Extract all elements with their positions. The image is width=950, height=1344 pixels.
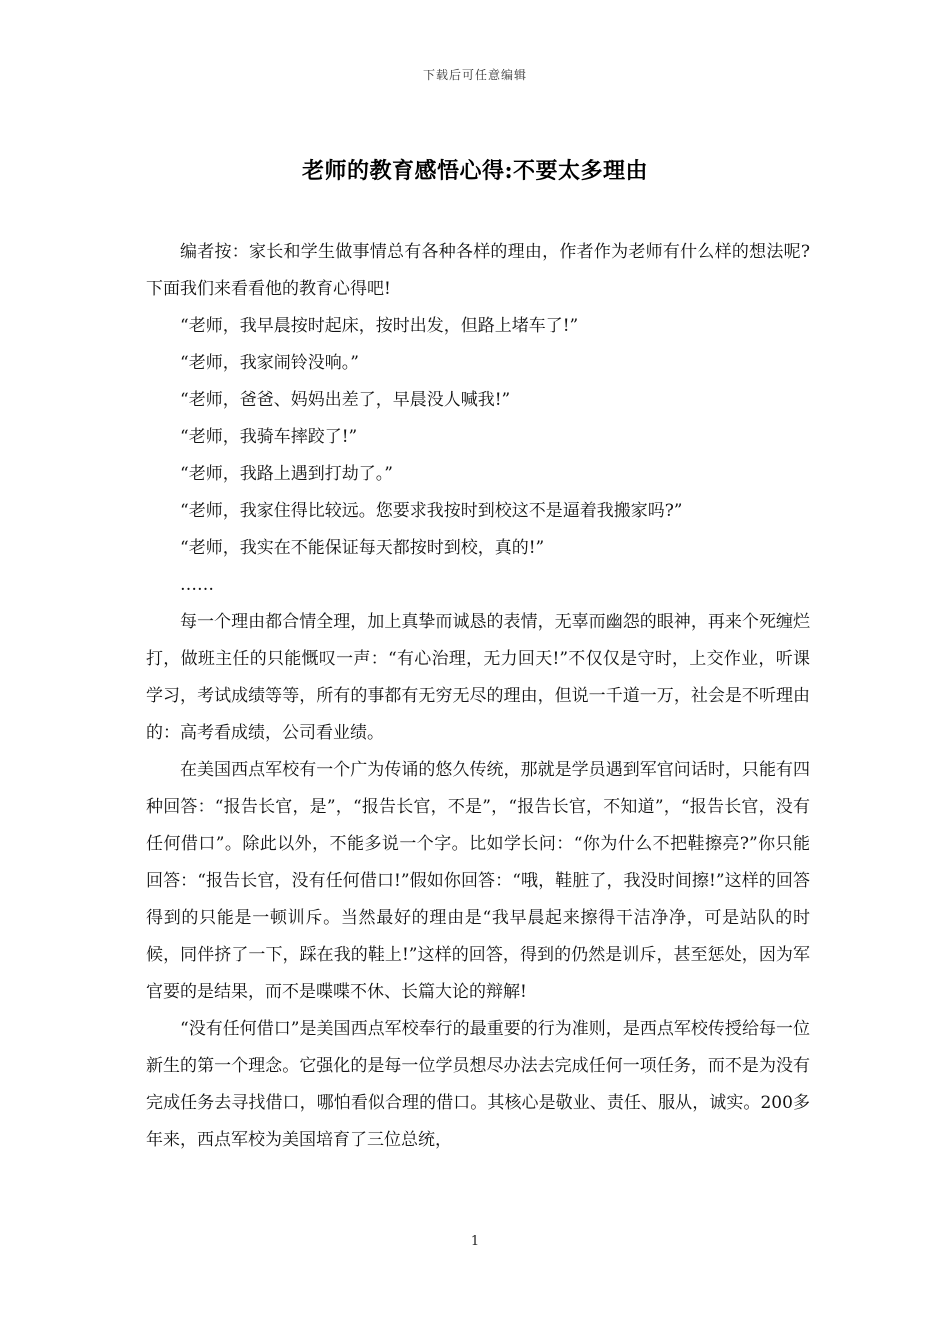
document-body	[146, 234, 810, 1159]
paragraph-body: “没有任何借口”是美国西点军校奉行的最重要的行为准则，是西点军校传授给每一位新生的第一个理念。它强化的是每一位学员想尽办法去完成任何一项任务，而不是为没有完成任务去寻找借口，哪怕看似合理的借口。其核心是敬业、责任、服从，诚实。200多年来，西点军校为美国培育了三位总统，	[146, 1019, 810, 1150]
header-note: 下载后可任意编辑	[422, 68, 527, 82]
page-number: 1	[470, 1234, 480, 1249]
paragraph-body: 在美国西点军校有一个广为传诵的悠久传统，那就是学员遇到军官问话时，只能有四种回答：“报告长官，是”，“报告长官，不是”，“报告长官，不知道”，“报告长官，没有任何借口”。除此以外，不能多说一个字。比如学长问：“你为什么不把鞋擦亮?”你只能回答：“报告长官，没有任何借口!”假如你回答：“哦，鞋脏了，我没时间擦!”这样的回答得到的只能是一顿训斥。当然最好的理由是“我早晨起来擦得干洁净净，可是站队的时候，同伴挤了一下，踩在我的鞋上!”这样的回答，得到的仍然是训斥，甚至惩处，因为军官要的是结果，而不是喋喋不休、长篇大论的辩解!	[146, 760, 810, 1002]
paragraph-excuse: “老师，我路上遇到打劫了。”	[180, 464, 393, 484]
paragraph-excuse: “老师，我骑车摔跤了!”	[180, 427, 358, 447]
document-title: 老师的教育感悟心得:不要太多理由	[301, 158, 649, 184]
paragraph-editor-note: 编者按：家长和学生做事情总有各种各样的理由，作者作为老师有什么样的想法呢?下面我们来看看他的教育心得吧!	[146, 242, 810, 299]
paragraph-excuse: “老师，我家住得比较远。您要求我按时到校这不是逼着我搬家吗?”	[180, 501, 683, 521]
paragraph-excuse: “老师，爸爸、妈妈出差了，早晨没人喊我!”	[180, 390, 511, 410]
paragraph-body: 每一个理由都合情全理，加上真挚而诚恳的表情，无辜而幽怨的眼神，再来个死缠烂打，做班主任的只能慨叹一声：“有心治理，无力回天!”不仅仅是守时，上交作业，听课学习，考试成绩等等，所有的事都有无穷无尽的理由，但说一千道一万，社会是不听理由的：高考看成绩，公司看业绩。	[146, 612, 810, 743]
paragraph-excuse: “老师，我早晨按时起床，按时出发，但路上堵车了!”	[180, 316, 579, 336]
paragraph-excuse: “老师，我家闹铃没响。”	[180, 353, 359, 373]
paragraph-excuse: “老师，我实在不能保证每天都按时到校，真的!”	[180, 538, 545, 558]
paragraph-ellipsis: ……	[180, 575, 214, 595]
